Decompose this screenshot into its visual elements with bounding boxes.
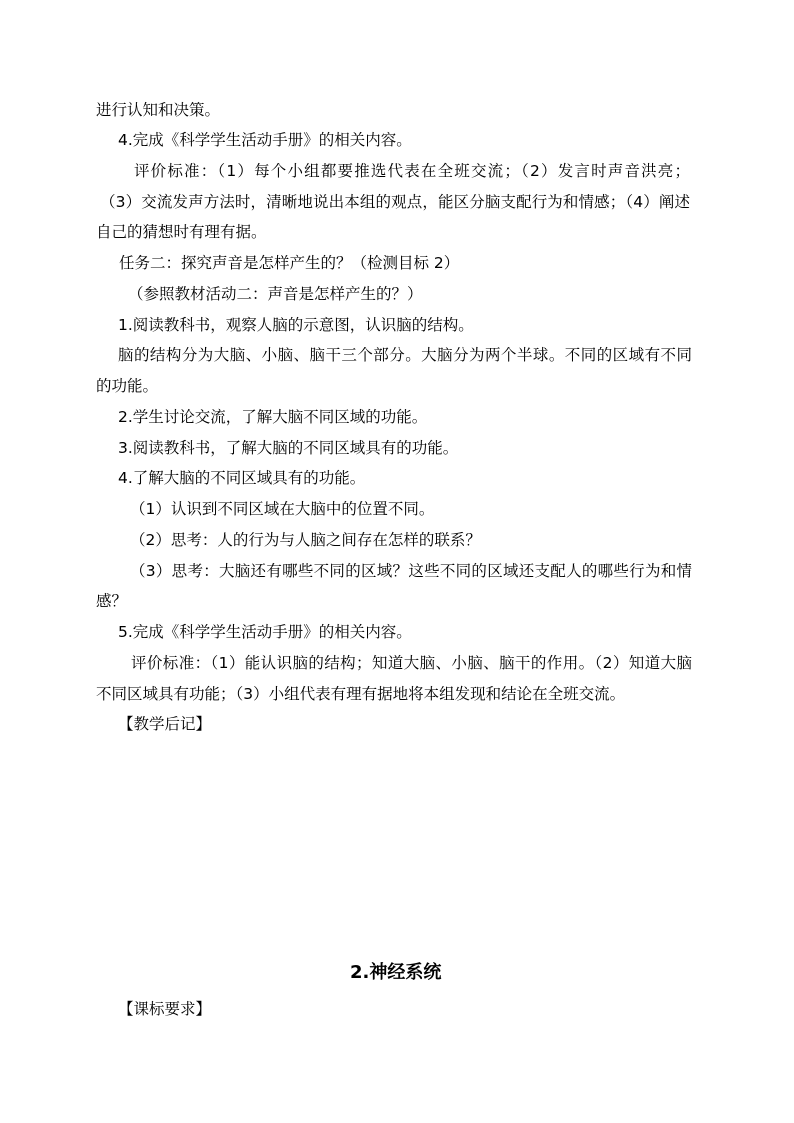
section-title: 2.神经系统 [350, 962, 442, 983]
text-line: 3.阅读教科书，了解大脑的不同区域具有的功能。 [118, 439, 459, 457]
text-line: 的功能。 [96, 377, 159, 395]
text-line: 5.完成《科学学生活动手册》的相关内容。 [118, 623, 412, 641]
text-line: 评价标准：（1）能认识脑的结构；知道大脑、小脑、脑干的作用。（2）知道大脑 [131, 654, 692, 672]
text-line: （2）思考：人的行为与人脑之间存在怎样的联系？ [130, 531, 481, 549]
text-line: 4.了解大脑的不同区域具有的功能。 [118, 469, 366, 487]
text-line: 4.完成《科学学生活动手册》的相关内容。 [118, 131, 412, 149]
task-heading: 任务二：探究声音是怎样产生的？（检测目标 2） [119, 254, 460, 272]
section-label: 【课标要求】 [118, 1000, 212, 1018]
text-line: 不同区域具有功能；（3）小组代表有理有据地将本组发现和结论在全班交流。 [96, 685, 626, 703]
text-line: （参照教材活动二：声音是怎样产生的？） [128, 285, 423, 303]
text-line: 脑的结构分为大脑、小脑、脑干三个部分。大脑分为两个半球。不同的区域有不同 [118, 346, 692, 364]
text-line: 感？ [96, 592, 128, 610]
text-line: （3）思考：大脑还有哪些不同的区域？这些不同的区域还支配人的哪些行为和情 [130, 562, 692, 580]
text-line: 自己的猜想时有理有据。 [96, 223, 267, 241]
text-line: （1）认识到不同区域在大脑中的位置不同。 [130, 500, 435, 518]
text-line: 评价标准：（1）每个小组都要推选代表在全班交流；（2）发言时声音洪亮； [134, 162, 690, 180]
text-line: （3）交流发声方法时，清晰地说出本组的观点，能区分脑支配行为和情感；（4）阐述 [100, 193, 690, 211]
text-line: 进行认知和决策。 [96, 101, 221, 119]
text-line: 1.阅读教科书，观察人脑的示意图，认识脑的结构。 [118, 316, 474, 334]
section-label: 【教学后记】 [118, 715, 212, 733]
text-line: 2.学生讨论交流，了解大脑不同区域的功能。 [118, 408, 428, 426]
